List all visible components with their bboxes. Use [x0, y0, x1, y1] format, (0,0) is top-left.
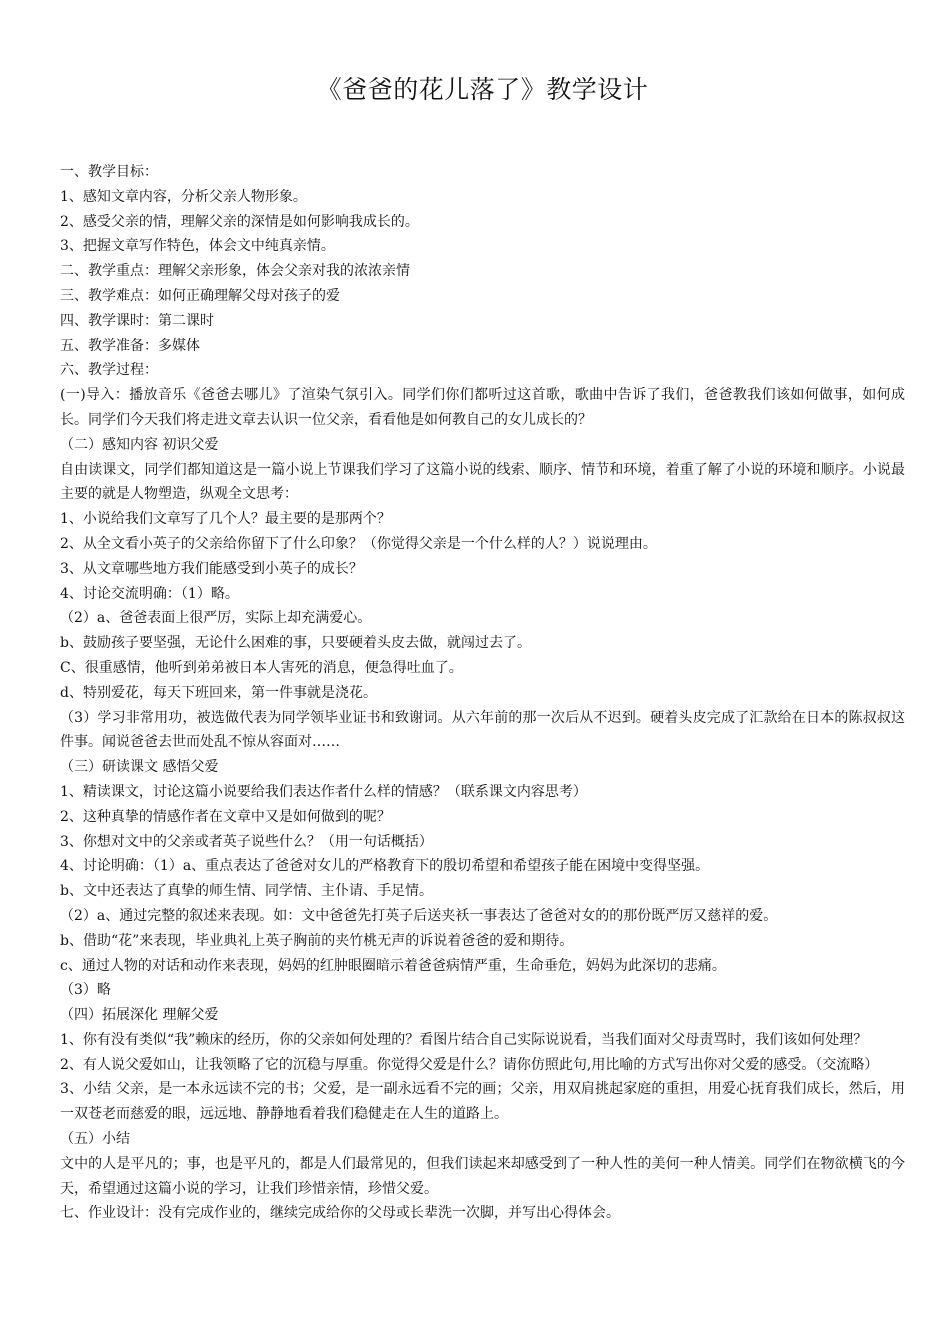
paragraph: 4、讨论明确：（1）a、重点表达了爸爸对女儿的严格教育下的殷切希望和希望孩子能在困境中变得坚强。 — [60, 858, 710, 875]
paragraph: 3、把握文章写作特色，体会文中纯真亲情。 — [60, 238, 335, 255]
paragraph: C、很重感情，他听到弟弟被日本人害死的消息，便急得吐血了。 — [60, 659, 463, 676]
document-body — [60, 160, 905, 1226]
paragraph: （五）小结 — [60, 1131, 130, 1148]
paragraph: 1、精读课文，讨论这篇小说要给我们表达作者什么样的情感？（联系课文内容思考） — [60, 783, 587, 800]
paragraph: 2、感受父亲的情，理解父亲的深情是如何影响我成长的。 — [60, 213, 419, 230]
paragraph: 1、小说给我们文章写了几个人？最主要的是那两个？ — [60, 511, 391, 528]
paragraph: (一)导入：播放音乐《爸爸去哪儿》了渲染气氛引入。同学们你们都听过这首歌，歌曲中告诉了我们，爸爸教我们该如何做事，如何成长。同学们今天我们将走进文章去认识一位父亲，看看他是如何教自己的女儿成长的？ — [60, 387, 905, 428]
paragraph: 文中的人是平凡的；事，也是平凡的，都是人们最常见的，但我们读起来却感受到了一种人性的美何一种人情美。同学们在物欲横飞的今天，希望通过这篇小说的学习，让我们珍惜亲情，珍惜父爱。 — [60, 1155, 905, 1197]
paragraph: （二）感知内容 初识父爱 — [60, 436, 219, 453]
paragraph: （3）学习非常用功，被选做代表为同学领毕业证书和致谢词。从六年前的那一次后从不迟到。硬着头皮完成了汇款给在日本的陈叔叔这件事。闻说爸爸去世而处乱不惊从容面对…… — [60, 709, 905, 751]
paragraph: （2）a、爸爸表面上很严厉，实际上却充满爱心。 — [60, 610, 372, 627]
paragraph: 二、教学重点：理解父亲形象，体会父亲对我的浓浓亲情 — [60, 263, 410, 280]
paragraph: b、文中还表达了真挚的师生情、同学情、主仆请、手足情。 — [60, 883, 433, 900]
paragraph: （四）拓展深化 理解父爱 — [60, 1007, 219, 1024]
document-title: 《爸爸的花儿落了》教学设计 — [316, 75, 649, 104]
paragraph: 六、教学过程： — [60, 362, 158, 379]
paragraph: 2、有人说父爱如山，让我领略了它的沉稳与厚重。你觉得父爱是什么？请你仿照此句,用比喻的方式写出你对父爱的感受。（交流略） — [60, 1056, 879, 1073]
paragraph: 1、感知文章内容，分析父亲人物形象。 — [60, 188, 307, 205]
paragraph: b、鼓励孩子要坚强，无论什么困难的事，只要硬着头皮去做，就闯过去了。 — [60, 635, 531, 652]
paragraph: （三）研读课文 感悟父爱 — [60, 759, 219, 776]
paragraph: d、特别爱花，每天下班回来，第一件事就是浇花。 — [60, 684, 377, 701]
document-page — [60, 0, 905, 1226]
paragraph: （2）a、通过完整的叙述来表现。如：文中爸爸先打英子后送夹袄一事表达了爸爸对女的的那份既严厉又慈祥的爱。 — [60, 907, 778, 924]
paragraph: 四、教学课时：第二课时 — [60, 312, 214, 329]
paragraph: 3、你想对文中的父亲或者英子说些什么？（用一句话概括） — [60, 833, 433, 850]
paragraph: 3、从文章哪些地方我们能感受到小英子的成长？ — [60, 560, 363, 577]
paragraph: 1、你有没有类似“我”赖床的经历，你的父亲如何处理的？看图片结合自己实际说说看，当我们面对父母责骂时，我们该如何处理？ — [60, 1031, 868, 1048]
paragraph: 七、作业设计：没有完成作业的，继续完成给你的父母或长辈洗一次脚，并写出心得体会。 — [60, 1205, 620, 1222]
paragraph: 五、教学准备：多媒体 — [60, 337, 200, 354]
paragraph: 3、小结 父亲，是一本永远读不完的书；父爱，是一副永远看不完的画；父亲，用双肩挑起家庭的重担，用爱心抚育我们成长，然后，用一双苍老而慈爱的眼，远远地、静静地看着我们稳健走在人生的道路上。 — [60, 1081, 905, 1123]
paragraph: 4、讨论交流明确：（1）略。 — [60, 585, 239, 602]
paragraph: 2、这种真挚的情感作者在文章中又是如何做到的呢？ — [60, 808, 391, 825]
paragraph: 2、从全文看小英子的父亲给你留下了什么印象？（你觉得父亲是一个什么样的人？）说说理由。 — [60, 535, 657, 552]
paragraph: c、通过人物的对话和动作来表现，妈妈的红肿眼圈暗示着爸爸病情严重，生命垂危，妈妈为此深切的悲痛。 — [60, 957, 726, 974]
paragraph: （3）略 — [60, 982, 111, 999]
paragraph: 三、教学难点：如何正确理解父母对孩子的爱 — [60, 287, 340, 304]
paragraph: 自由读课文，同学们都知道这是一篇小说上节课我们学习了这篇小说的线索、顺序、情节和环境，着重了解了小说的环境和顺序。小说最主要的就是人物塑造，纵观全文思考： — [60, 461, 905, 503]
paragraph: b、借助“花”来表现，毕业典礼上英子胸前的夹竹桃无声的诉说着爸爸的爱和期待。 — [60, 932, 574, 949]
paragraph: 一、教学目标： — [60, 164, 158, 180]
